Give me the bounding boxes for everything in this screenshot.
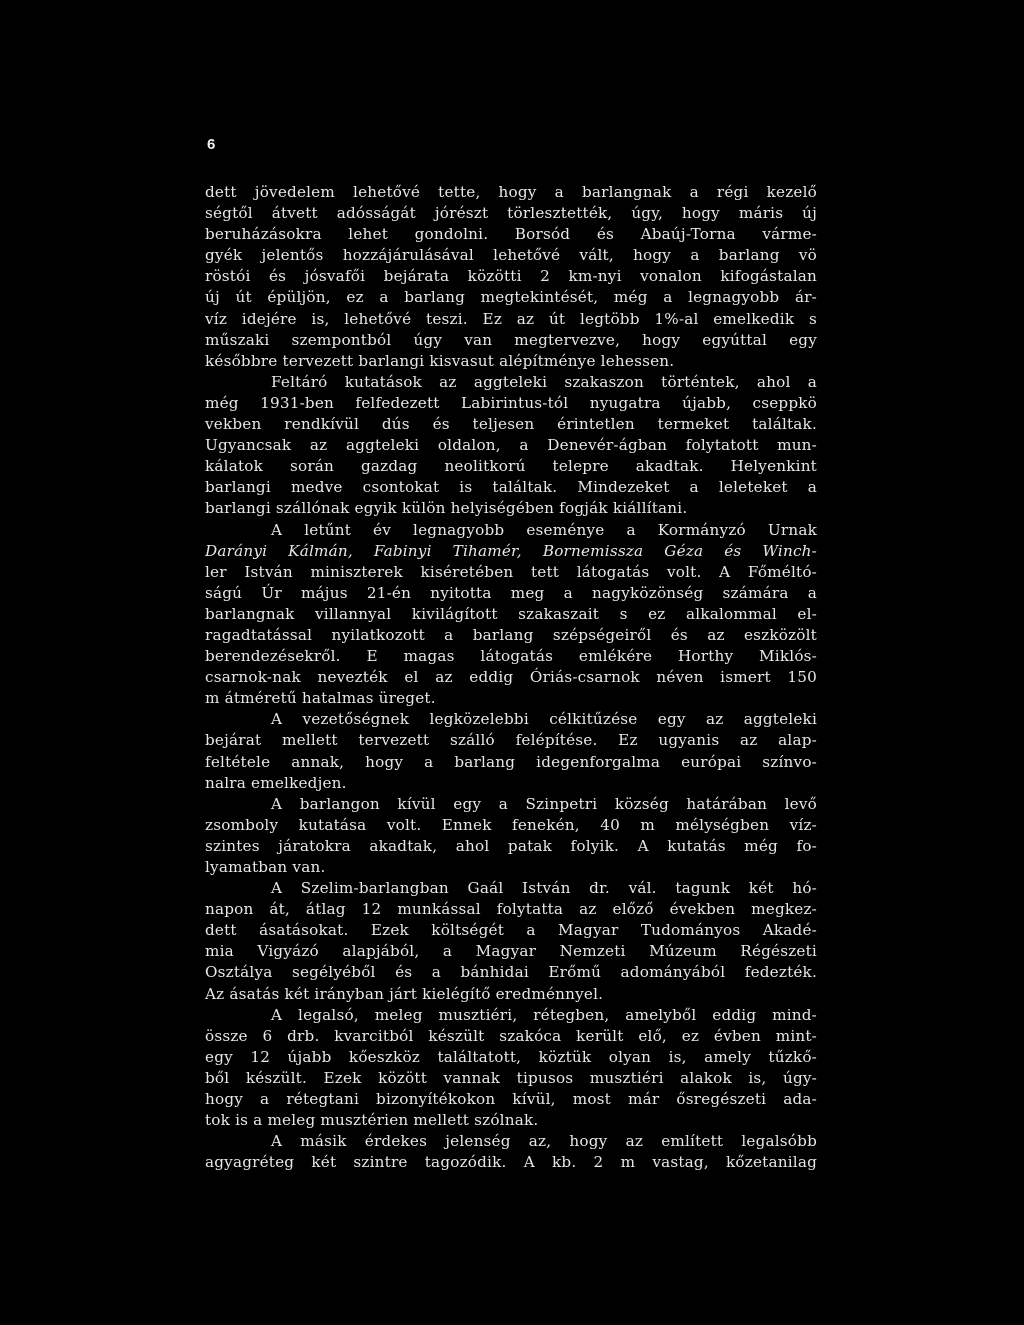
text-line: agyagréteg két szintre tagozódik. A kb. 2 m vastag, kőzetanilag — [205, 1153, 817, 1172]
text-line: dett jövedelem lehetővé tette, hogy a barlangnak a régi kezelő — [205, 183, 817, 201]
text-line: beruházásokra lehet gondolni. Borsód és Abaúj-Torna várme- — [205, 225, 817, 244]
text-line: ler István miniszterek kiséretében tett látogatás volt. A Főméltó- — [205, 562, 817, 581]
text-line: m átméretű hatalmas üreget. — [205, 689, 436, 708]
text-line: bejárat mellett tervezett szálló felépítése. Ez ugyanis az alap- — [205, 731, 817, 750]
text-line: A vezetőségnek legközelebbi célkitűzése egy az aggteleki — [271, 710, 817, 729]
text-line: Az ásatás két irányban járt kielégítő eredménnyel. — [205, 984, 604, 1003]
text-line: ragadtatással nyilatkozott a barlang szépségeiről és az eszközölt — [205, 625, 817, 644]
text-line: barlangi medve csontokat is találtak. Mindezeket a leleteket a — [205, 478, 817, 497]
text-line: barlangnak villannyal kivilágított szakaszait s ez alkalommal el- — [205, 604, 817, 623]
text-line: A legalsó, meleg musztiéri, rétegben, amelyből eddig mind- — [271, 1005, 817, 1024]
text-line: későbbre tervezett barlangi kisvasut alépítménye lehessen. — [205, 351, 675, 370]
text-line: Darányi Kálmán, Fabinyi Tihamér, Bornemissza Géza és Winch- — [205, 541, 817, 560]
text-line: Osztálya segélyéből és a bánhidai Erőmű adományából fedezték. — [205, 963, 817, 982]
text-line: röstói és jósvafői bejárata közötti 2 km-nyi vonalon kifogástalan — [205, 267, 817, 286]
text-line: nalra emelkedjen. — [205, 773, 347, 792]
text-line: csarnok-nak nevezték el az eddig Óriás-csarnok néven ismert 150 — [205, 668, 817, 687]
text-line: ságú Úr május 21-én nyitotta meg a nagyközönség számára a — [205, 583, 817, 602]
text-line: A másik érdekes jelenség az, hogy az említett legalsóbb — [271, 1132, 817, 1151]
text-line: gyék jelentős hozzájárulásával lehetővé vált, hogy a barlang vö — [205, 246, 817, 265]
text-line: műszaki szempontból úgy van megtervezve, hogy egyúttal egy — [205, 330, 817, 349]
text-line: szintes járatokra akadtak, ahol patak folyik. A kutatás még fo- — [205, 836, 817, 855]
text-line: lyamatban van. — [205, 858, 326, 876]
text-line: mia Vigyázó alapjából, a Magyar Nemzeti Múzeum Régészeti — [205, 942, 817, 961]
text-line: A Szelim-barlangban Gaál István dr. vál. tagunk két hó- — [271, 879, 817, 898]
text-line: tok is a meleg musztérien mellett szólnak. — [205, 1111, 539, 1130]
text-line: A letűnt év legnagyobb eseménye a Kormányzó Urnak — [271, 520, 817, 539]
text-line: zsomboly kutatása volt. Ennek fenekén, 40 m mélységben víz- — [205, 815, 817, 834]
text-line: Ugyancsak az aggteleki oldalon, a Denevér-ágban folytatott mun- — [205, 436, 817, 455]
text-line: egy 12 újabb kőeszköz találtatott, köztük olyan is, amely tűzkő- — [205, 1047, 817, 1066]
text-line: barlangi szállónak egyik külön helyiségében fogják kiállítani. — [205, 499, 688, 518]
text-line: hogy a rétegtani bizonyítékokon kívül, most már ősregészeti ada- — [205, 1090, 817, 1109]
text-line: új út épüljön, ez a barlang megtekintését, még a legnagyobb ár- — [205, 288, 817, 307]
text-line: dett ásatásokat. Ezek költségét a Magyar Tudományos Akadé- — [205, 921, 817, 940]
page-number: 6 — [207, 136, 216, 153]
text-line: vekben rendkívül dús és teljesen érintetlen termeket találtak. — [205, 415, 817, 434]
text-line: ségtől átvett adósságát jórészt törlesztették, úgy, hogy máris új — [205, 204, 817, 223]
text-line: össze 6 drb. kvarcitból készült szakóca került elő, ez évben mint- — [205, 1026, 817, 1045]
text-line: még 1931-ben felfedezett Labirintus-tól nyugatra újabb, cseppkö — [205, 393, 817, 412]
body-text — [205, 182, 817, 1173]
text-line: napon át, átlag 12 munkással folytatta az előző években megkez- — [205, 900, 817, 919]
text-line: ből készült. Ezek között vannak tipusos musztiéri alakok is, úgy- — [205, 1068, 817, 1087]
text-line: Feltáró kutatások az aggteleki szakaszon történtek, ahol a — [271, 372, 817, 391]
text-line: feltétele annak, hogy a barlang idegenforgalma európai színvo- — [205, 752, 817, 771]
text-line: A barlangon kívül egy a Szinpetri község határában levő — [271, 794, 817, 813]
text-line: víz idejére is, lehetővé teszi. Ez az út legtöbb 1%-al emelkedik s — [205, 309, 817, 328]
text-line: kálatok során gazdag neolitkorú telepre akadtak. Helyenkint — [205, 457, 817, 476]
text-line: berendezésekről. E magas látogatás emlékére Horthy Miklós- — [205, 647, 817, 666]
